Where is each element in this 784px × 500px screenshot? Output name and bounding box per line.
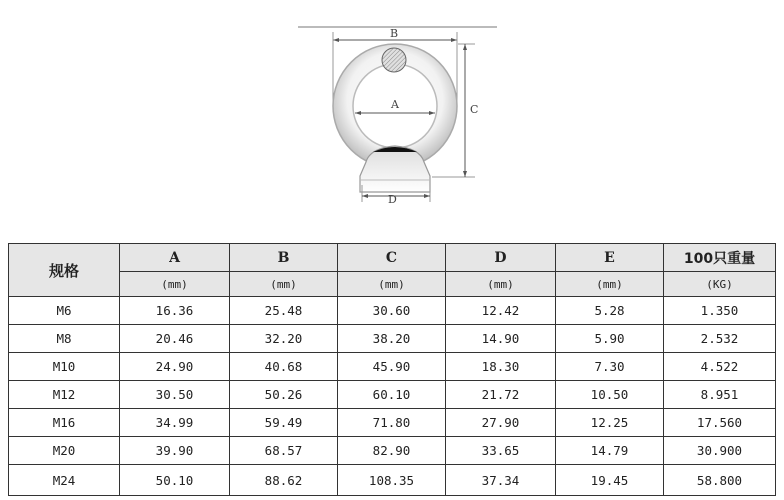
label-a: A [391,98,399,111]
value-cell: 30.50 [120,381,230,409]
value-cell: 5.90 [556,325,664,353]
value-cell: 108.35 [338,465,446,496]
col-a-header: A [120,244,230,272]
value-cell: 38.20 [338,325,446,353]
spec-cell: M8 [9,325,120,353]
value-cell: 12.25 [556,409,664,437]
value-cell: 8.951 [664,381,776,409]
spec-cell: M20 [9,437,120,465]
table-row [9,409,776,437]
label-b: B [390,27,399,40]
label-c: C [470,103,479,116]
value-cell: 60.10 [338,381,446,409]
value-cell: 40.68 [230,353,338,381]
header-row [9,244,776,272]
spec-cell: M10 [9,353,120,381]
value-cell: 59.49 [230,409,338,437]
table-row [9,353,776,381]
spec-cell: M12 [9,381,120,409]
value-cell: 5.28 [556,297,664,325]
spec-cell: M24 [9,465,120,496]
col-d-unit: (mm) [446,272,556,297]
col-e-unit: (mm) [556,272,664,297]
unit-row [9,272,776,297]
value-cell: 14.90 [446,325,556,353]
section-hatch [382,48,406,72]
table-row [9,381,776,409]
value-cell: 25.48 [230,297,338,325]
value-cell: 10.50 [556,381,664,409]
value-cell: 39.90 [120,437,230,465]
col-b-unit: (mm) [230,272,338,297]
value-cell: 30.900 [664,437,776,465]
value-cell: 50.10 [120,465,230,496]
col-a-unit: (mm) [120,272,230,297]
table-row [9,465,776,496]
value-cell: 37.34 [446,465,556,496]
col-weight-header: 100只重量 [664,244,776,272]
col-b-header: B [230,244,338,272]
table-row [9,437,776,465]
spec-column-header: 规格 [9,244,120,297]
value-cell: 16.36 [120,297,230,325]
value-cell: 88.62 [230,465,338,496]
spec-cell: M6 [9,297,120,325]
value-cell: 21.72 [446,381,556,409]
table-row [9,297,776,325]
value-cell: 27.90 [446,409,556,437]
value-cell: 68.57 [230,437,338,465]
eye-nut-diagram [0,0,784,225]
value-cell: 2.532 [664,325,776,353]
value-cell: 82.90 [338,437,446,465]
col-c-unit: (mm) [338,272,446,297]
label-d: D [388,193,397,206]
value-cell: 17.560 [664,409,776,437]
col-d-header: D [446,244,556,272]
value-cell: 19.45 [556,465,664,496]
spec-table [8,243,776,496]
value-cell: 18.30 [446,353,556,381]
value-cell: 14.79 [556,437,664,465]
value-cell: 71.80 [338,409,446,437]
value-cell: 30.60 [338,297,446,325]
value-cell: 4.522 [664,353,776,381]
col-c-header: C [338,244,446,272]
value-cell: 24.90 [120,353,230,381]
value-cell: 50.26 [230,381,338,409]
value-cell: 58.800 [664,465,776,496]
col-weight-unit: (KG) [664,272,776,297]
value-cell: 45.90 [338,353,446,381]
value-cell: 34.99 [120,409,230,437]
value-cell: 12.42 [446,297,556,325]
col-e-header: E [556,244,664,272]
table-row [9,325,776,353]
value-cell: 7.30 [556,353,664,381]
value-cell: 1.350 [664,297,776,325]
value-cell: 20.46 [120,325,230,353]
value-cell: 33.65 [446,437,556,465]
value-cell: 32.20 [230,325,338,353]
spec-cell: M16 [9,409,120,437]
